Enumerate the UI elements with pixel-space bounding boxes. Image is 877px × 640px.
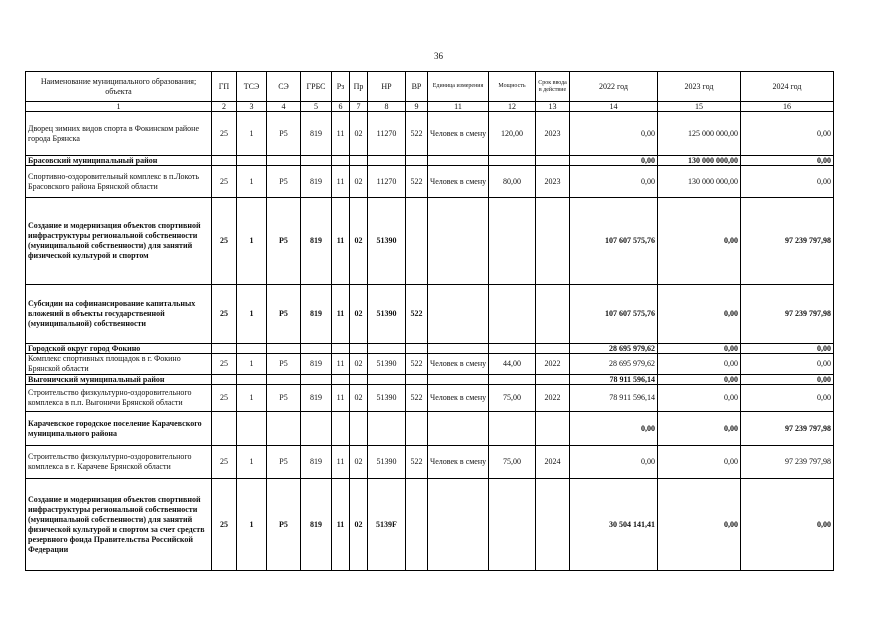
table-cell-grbs [301,344,332,354]
table-cell-name: Карачевское городское поселение Карачевского муниципального района [26,412,212,446]
table-cell-pr: 02 [350,479,368,571]
table-cell-vr [406,156,428,166]
table-row [26,112,834,156]
table-cell-unit: Человек в смену [428,354,489,375]
table-cell-2024: 0,00 [741,156,834,166]
table-cell-vr: 522 [406,285,428,344]
region-row [26,156,834,166]
table-cell-rz: 11 [332,112,350,156]
column-header-2022: 2022 год [570,72,658,102]
table-cell-gp [212,375,237,385]
table-cell-pr: 02 [350,166,368,198]
table-cell-se: Р5 [267,166,301,198]
table-cell-pr: 02 [350,354,368,375]
column-header-2023: 2023 год [658,72,741,102]
table-cell-pr [350,375,368,385]
table-cell-pr: 02 [350,112,368,156]
table-cell-name: Строительство физкультурно-оздоровительного комплекса в г. Карачеве Брянской области [26,446,212,479]
table-cell-pr [350,412,368,446]
table-cell-rz: 11 [332,166,350,198]
table-row [26,385,834,412]
table-cell-gp: 25 [212,198,237,285]
table-cell-grbs [301,156,332,166]
table-cell-gp: 25 [212,479,237,571]
region-row [26,344,834,354]
table-cell-grbs: 819 [301,354,332,375]
column-header-rz: Рз [332,72,350,102]
table-cell-name: Выгоничский муниципальный район [26,375,212,385]
table-cell-nr: 51390 [368,354,406,375]
table-cell-power: 120,00 [489,112,536,156]
table-cell-pr: 02 [350,285,368,344]
column-number: 3 [237,102,267,112]
table-body [26,112,834,571]
column-number: 1 [26,102,212,112]
table-cell-term [536,412,570,446]
table-cell-tse: 1 [237,112,267,156]
table-cell-2023: 125 000 000,00 [658,112,741,156]
table-cell-vr: 522 [406,446,428,479]
table-cell-unit [428,156,489,166]
table-cell-nr: 51390 [368,446,406,479]
table-cell-name: Создание и модернизация объектов спортивной инфраструктуры региональной собственности (муниципальной собственности) для занятий физической культурой и спортом [26,198,212,285]
table-cell-vr: 522 [406,166,428,198]
table-cell-se: Р5 [267,285,301,344]
table-cell-se [267,375,301,385]
table-cell-name: Строительство физкультурно-оздоровительного комплекса в п.п. Выгоничи Брянской области [26,385,212,412]
table-cell-2023: 0,00 [658,285,741,344]
table-cell-term [536,344,570,354]
table-cell-power: 75,00 [489,446,536,479]
table-cell-power [489,156,536,166]
table-cell-grbs: 819 [301,446,332,479]
table-cell-grbs: 819 [301,198,332,285]
table-cell-2024: 0,00 [741,112,834,156]
table-cell-tse: 1 [237,354,267,375]
table-cell-unit [428,412,489,446]
table-cell-2023: 0,00 [658,344,741,354]
table-cell-term [536,285,570,344]
column-header-power: Мощность [489,72,536,102]
table-row [26,354,834,375]
table-cell-gp: 25 [212,385,237,412]
table-cell-2022: 107 607 575,76 [570,198,658,285]
table-cell-nr: 11270 [368,112,406,156]
table-cell-se: Р5 [267,354,301,375]
table-cell-pr: 02 [350,198,368,285]
table-cell-rz: 11 [332,385,350,412]
table-cell-term [536,479,570,571]
column-number: 14 [570,102,658,112]
column-header-pr: Пр [350,72,368,102]
table-cell-tse [237,375,267,385]
table-cell-rz [332,156,350,166]
table-cell-term [536,156,570,166]
table-cell-grbs: 819 [301,285,332,344]
column-number: 7 [350,102,368,112]
table-cell-tse [237,412,267,446]
column-number: 13 [536,102,570,112]
table-cell-tse: 1 [237,385,267,412]
column-number-row [26,102,834,112]
table-cell-2023: 0,00 [658,479,741,571]
table-cell-rz [332,344,350,354]
table-cell-rz: 11 [332,446,350,479]
table-cell-vr [406,412,428,446]
table-cell-2022: 107 607 575,76 [570,285,658,344]
table-cell-term [536,198,570,285]
column-header-vr: ВР [406,72,428,102]
table-cell-power [489,344,536,354]
table-cell-tse: 1 [237,198,267,285]
table-cell-rz: 11 [332,479,350,571]
table-cell-2024: 97 239 797,98 [741,412,834,446]
column-header-gp: ГП [212,72,237,102]
table-cell-pr: 02 [350,385,368,412]
table-cell-unit: Человек в смену [428,385,489,412]
table-cell-power [489,375,536,385]
table-cell-2024: 0,00 [741,344,834,354]
table-cell-rz [332,412,350,446]
table-cell-2023: 0,00 [658,198,741,285]
table-cell-vr [406,198,428,285]
table-cell-name: Брасовский муниципальный район [26,156,212,166]
column-number: 16 [741,102,834,112]
table-cell-gp [212,412,237,446]
table-cell-rz [332,375,350,385]
table-cell-power: 44,00 [489,354,536,375]
table-cell-tse: 1 [237,285,267,344]
table-cell-nr: 5139F [368,479,406,571]
table-cell-power [489,479,536,571]
column-header-unit: Единица измерения [428,72,489,102]
table-cell-rz: 11 [332,354,350,375]
table-cell-2022: 78 911 596,14 [570,375,658,385]
table-cell-2022: 0,00 [570,446,658,479]
table-cell-name: Спортивно-оздоровительный комплекс в п.Локоть Брасовского района Брянской области [26,166,212,198]
table-cell-unit: Человек в смену [428,166,489,198]
table-cell-nr [368,344,406,354]
table-cell-se: Р5 [267,198,301,285]
table-cell-vr [406,479,428,571]
table-cell-tse [237,156,267,166]
table-cell-nr: 51390 [368,385,406,412]
table-cell-se [267,156,301,166]
table-cell-2022: 28 695 979,62 [570,354,658,375]
budget-table [25,71,834,571]
table-cell-name: Субсидии на софинансирование капитальных вложений в объекты государственной (муниципальной) собственности [26,285,212,344]
table-cell-se: Р5 [267,479,301,571]
table-cell-grbs: 819 [301,479,332,571]
table-cell-2023: 0,00 [658,385,741,412]
table-cell-nr: 51390 [368,285,406,344]
table-cell-2022: 0,00 [570,112,658,156]
table-cell-2024: 0,00 [741,166,834,198]
column-header-grbs: ГРБС [301,72,332,102]
table-cell-2023: 0,00 [658,354,741,375]
table-cell-2024: 0,00 [741,385,834,412]
table-cell-2023: 130 000 000,00 [658,156,741,166]
table-cell-unit [428,375,489,385]
table-cell-2023: 0,00 [658,412,741,446]
column-header-tse: ТСЭ [237,72,267,102]
table-cell-gp [212,344,237,354]
table-cell-2022: 0,00 [570,412,658,446]
column-number: 6 [332,102,350,112]
table-cell-pr [350,344,368,354]
table-cell-gp: 25 [212,446,237,479]
table-cell-nr: 51390 [368,198,406,285]
table-cell-term: 2022 [536,354,570,375]
column-number: 12 [489,102,536,112]
table-cell-grbs: 819 [301,112,332,156]
table-cell-gp: 25 [212,166,237,198]
table-cell-se: Р5 [267,112,301,156]
table-cell-tse [237,344,267,354]
column-header-se: СЭ [267,72,301,102]
table-cell-vr [406,375,428,385]
table-cell-gp [212,156,237,166]
table-cell-2024: 97 239 797,98 [741,285,834,344]
column-number: 4 [267,102,301,112]
table-cell-nr: 11270 [368,166,406,198]
table-cell-2024: 97 239 797,98 [741,446,834,479]
table-cell-se [267,344,301,354]
table-cell-gp: 25 [212,354,237,375]
table-cell-2024: 97 239 797,98 [741,198,834,285]
table-cell-unit [428,285,489,344]
column-number: 2 [212,102,237,112]
table-cell-grbs: 819 [301,385,332,412]
table-cell-pr: 02 [350,446,368,479]
table-cell-nr [368,156,406,166]
table-cell-rz: 11 [332,198,350,285]
table-cell-power [489,285,536,344]
table-cell-power: 80,00 [489,166,536,198]
table-cell-2023: 130 000 000,00 [658,166,741,198]
column-header-nr: НР [368,72,406,102]
table-cell-vr: 522 [406,354,428,375]
table-cell-2022: 0,00 [570,166,658,198]
table-cell-2024: 0,00 [741,375,834,385]
column-number: 8 [368,102,406,112]
table-cell-2024: 0,00 [741,354,834,375]
table-cell-nr [368,412,406,446]
table-cell-tse: 1 [237,446,267,479]
table-row [26,198,834,285]
table-cell-rz: 11 [332,285,350,344]
table-cell-2022: 28 695 979,62 [570,344,658,354]
column-number: 9 [406,102,428,112]
table-cell-grbs [301,412,332,446]
table-cell-power [489,198,536,285]
table-row [26,479,834,571]
table-cell-nr [368,375,406,385]
page-number: 36 [434,51,443,61]
table-cell-power [489,412,536,446]
column-header-2024: 2024 год [741,72,834,102]
table-cell-unit [428,479,489,571]
table-cell-term: 2023 [536,166,570,198]
table-cell-pr [350,156,368,166]
table-row [26,446,834,479]
table-cell-term: 2023 [536,112,570,156]
column-number: 15 [658,102,741,112]
table-cell-term: 2024 [536,446,570,479]
table-cell-unit: Человек в смену [428,112,489,156]
table-cell-unit: Человек в смену [428,446,489,479]
table-cell-name: Комплекс спортивных площадок в г. Фокино Брянской области [26,354,212,375]
table-cell-term: 2022 [536,385,570,412]
table-row [26,285,834,344]
column-number: 5 [301,102,332,112]
table-cell-se: Р5 [267,385,301,412]
column-number: 11 [428,102,489,112]
table-cell-se [267,412,301,446]
table-cell-grbs [301,375,332,385]
table-cell-term [536,375,570,385]
table-cell-gp: 25 [212,112,237,156]
table-cell-vr [406,344,428,354]
table-cell-tse: 1 [237,166,267,198]
table-cell-2023: 0,00 [658,446,741,479]
table-cell-name: Городской округ город Фокино [26,344,212,354]
table-header-row [26,72,834,102]
table-cell-gp: 25 [212,285,237,344]
table-cell-2022: 30 504 141,41 [570,479,658,571]
table-cell-power: 75,00 [489,385,536,412]
table-cell-name: Дворец зимних видов спорта в Фокинском районе города Брянска [26,112,212,156]
table-row [26,412,834,446]
table-cell-grbs: 819 [301,166,332,198]
column-header-name: Наименование муниципального образования; объекта [26,72,212,102]
table-row [26,166,834,198]
table-cell-vr: 522 [406,385,428,412]
table-cell-2023: 0,00 [658,375,741,385]
column-header-term: Срок ввода в действие [536,72,570,102]
region-row [26,375,834,385]
table-cell-unit [428,198,489,285]
table-cell-unit [428,344,489,354]
table-cell-se: Р5 [267,446,301,479]
table-cell-tse: 1 [237,479,267,571]
table-cell-2022: 0,00 [570,156,658,166]
table-cell-name: Создание и модернизация объектов спортивной инфраструктуры региональной собственности (муниципальной собственности) для занятий физической культурой и спортом за счет средств резервного фонда Правительства Российской Федерации [26,479,212,571]
table-cell-2024: 0,00 [741,479,834,571]
table-cell-vr: 522 [406,112,428,156]
table-cell-2022: 78 911 596,14 [570,385,658,412]
